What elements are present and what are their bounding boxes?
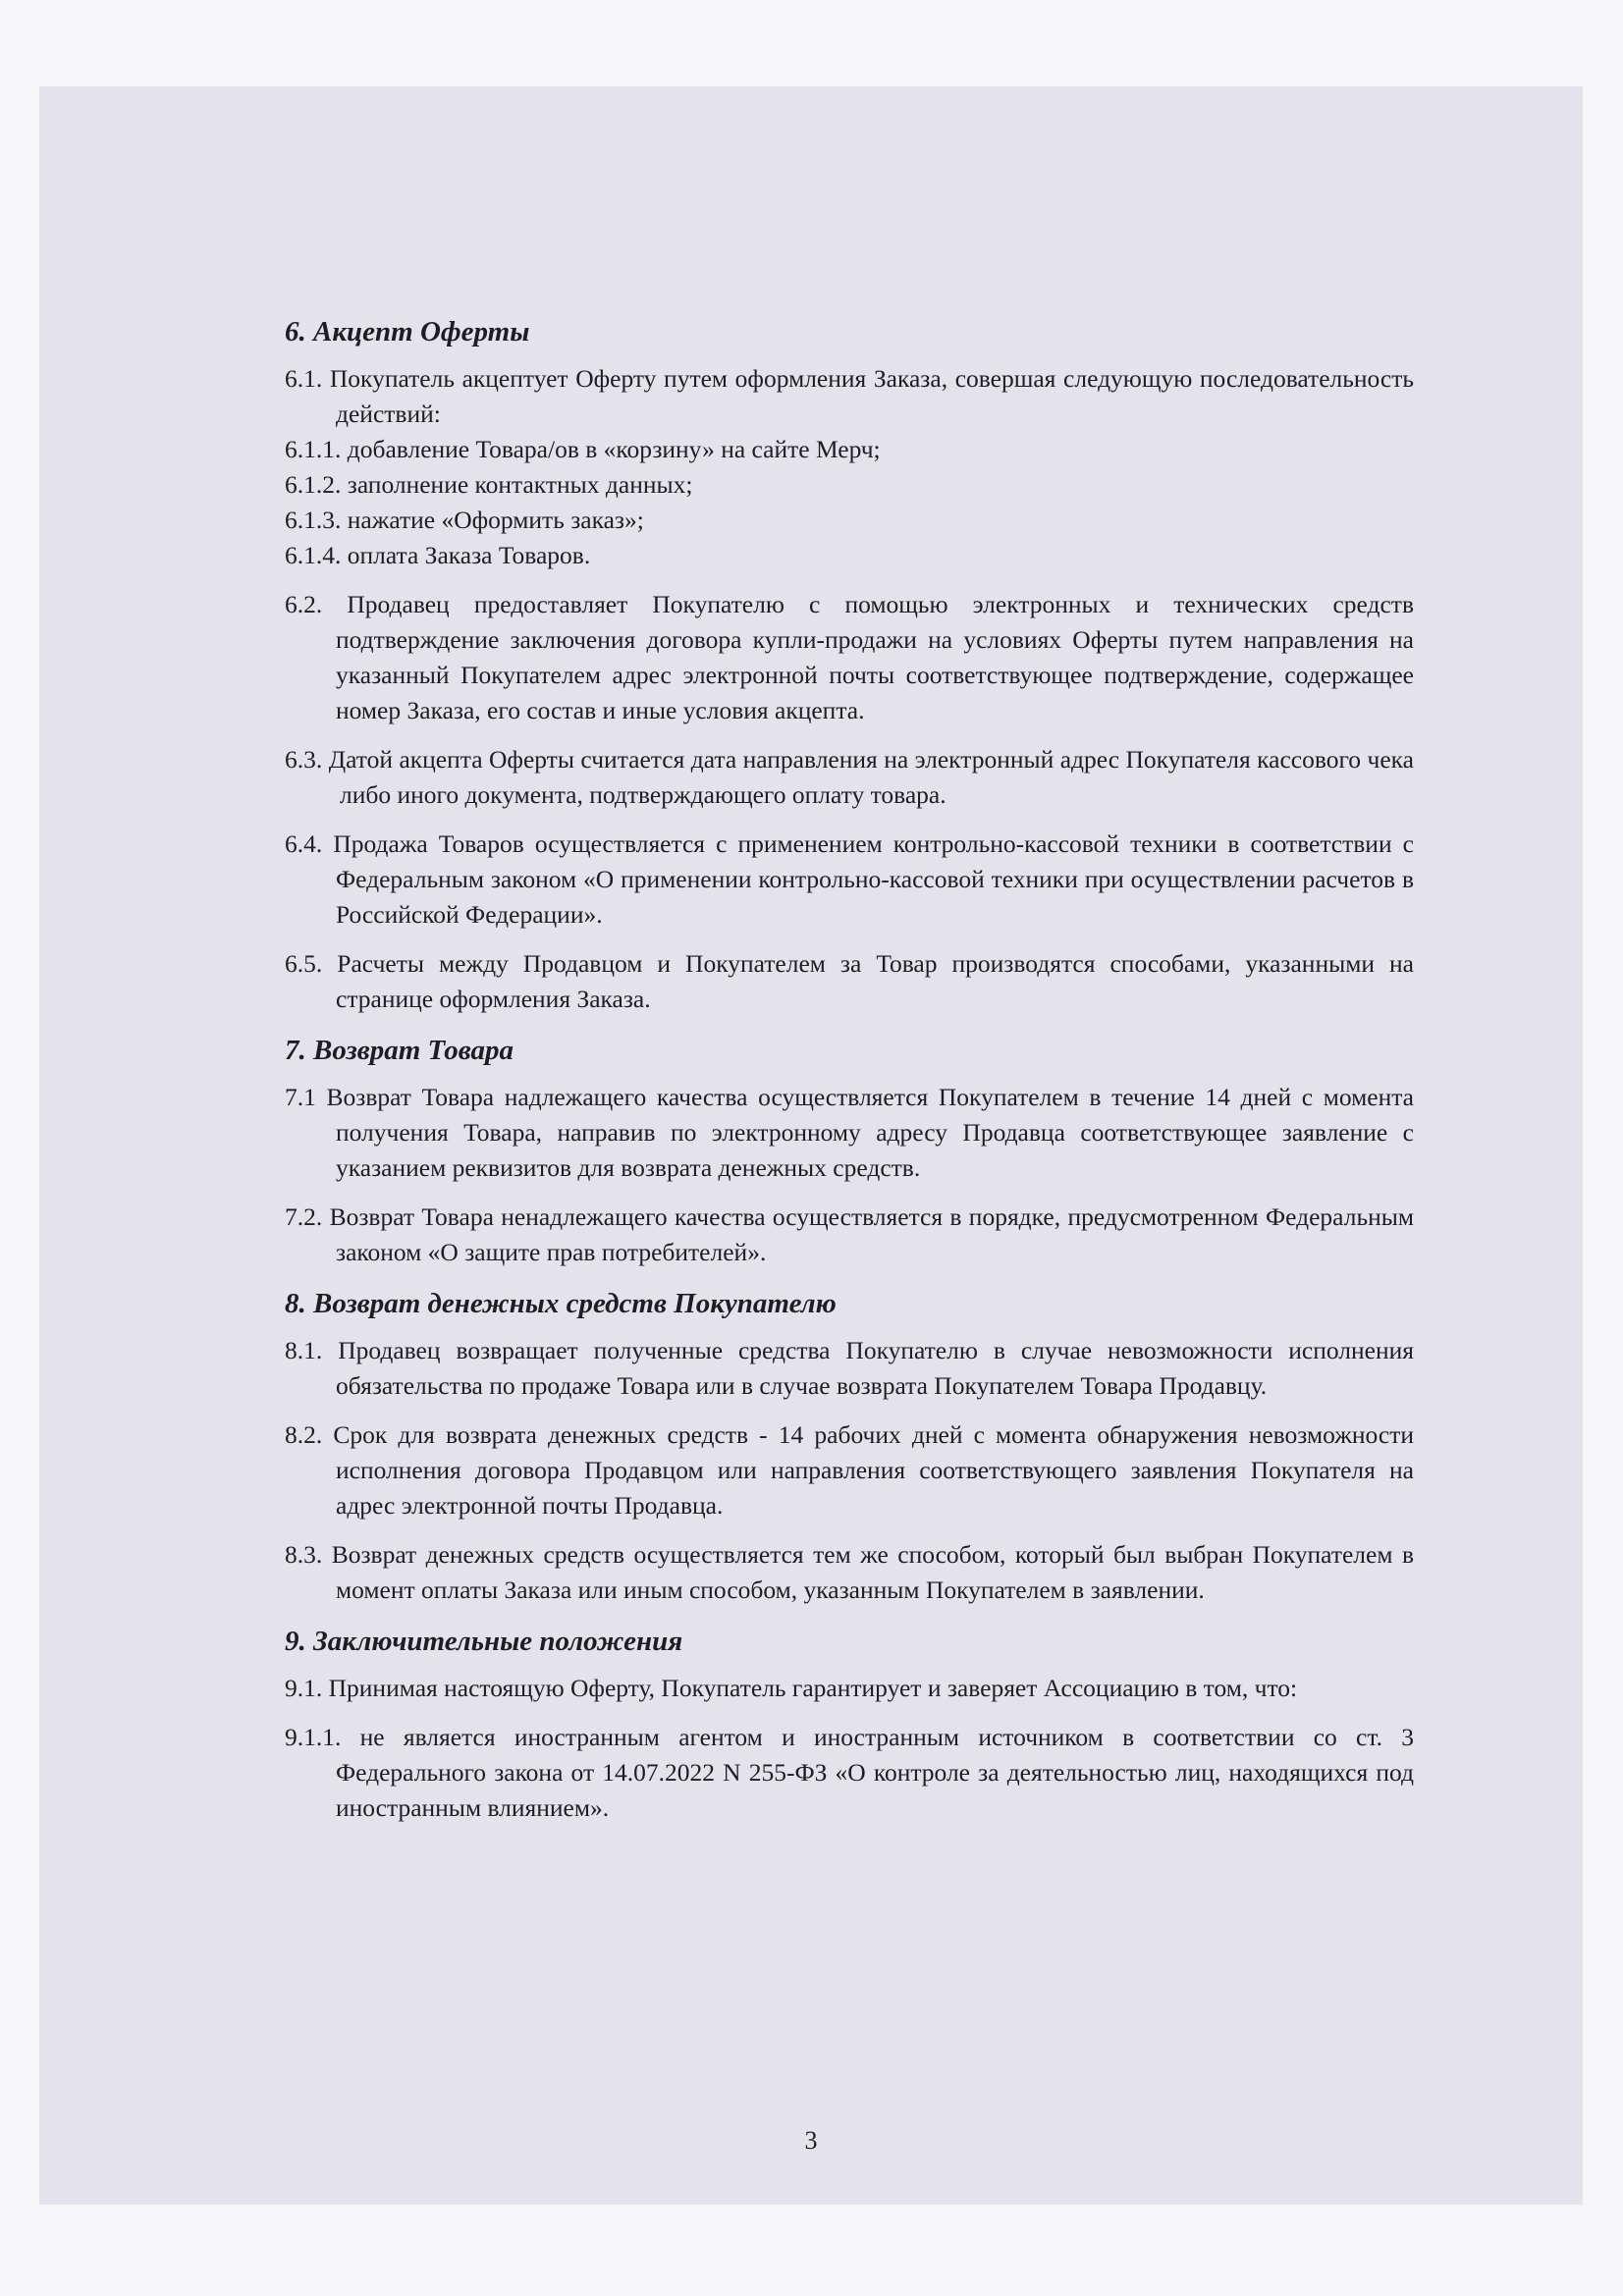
clause-8-2: 8.2. Срок для возврата денежных средств - 14 рабочих дней с момента обнаружения невозможности исполнения договора Продавцом или направления соответствующего заявления Покупателя на адрес электронной почты Продавца.	[285, 1420, 1414, 1520]
clause-6-1-2: 6.1.2. заполнение контактных данных;	[285, 470, 693, 499]
clause-6-1-1: 6.1.1. добавление Товара/ов в «корзину» на сайте Мерч;	[285, 435, 881, 463]
clause-9-1-1: 9.1.1. не является иностранным агентом и иностранным источником в соответствии со ст. 3 Федерального закона от 14.07.2022 N 255-ФЗ «О контроле за деятельностью лиц, находящихся под иностранным влиянием».	[285, 1723, 1414, 1822]
clause-8-1: 8.1. Продавец возвращает полученные средства Покупателю в случае невозможности исполнения обязательства по продаже Товара или в случае возврата Покупателем Товара Продавцу.	[285, 1336, 1414, 1400]
clause-6-2: 6.2. Продавец предоставляет Покупателю с помощью электронных и технических средств подтверждение заключения договора купли-продажи на условиях Оферты путем направления на указанный Покупателем адрес электронной почты соответствующее подтверждение, содержащее номер Заказа, его состав и иные условия акцепта.	[285, 590, 1414, 724]
section-6-heading: 6. Акцепт Оферты	[285, 316, 530, 347]
clause-6-1-3: 6.1.3. нажатие «Оформить заказ»;	[285, 506, 644, 534]
clause-6-1-4: 6.1.4. оплата Заказа Товаров.	[285, 541, 591, 569]
scanned-page	[39, 86, 1583, 2205]
clause-7-2: 7.2. Возврат Товара ненадлежащего качества осуществляется в порядке, предусмотренном Федеральным законом «О защите прав потребителей».	[285, 1202, 1414, 1266]
clause-6-4: 6.4. Продажа Товаров осуществляется с применением контрольно-кассовой техники в соответствии с Федеральным законом «О применении контрольно-кассовой техники при осуществлении расчетов в Российской Федерации».	[285, 829, 1414, 929]
clause-8-3: 8.3. Возврат денежных средств осуществляется тем же способом, который был выбран Покупателем в момент оплаты Заказа или иным способом, указанным Покупателем в заявлении.	[285, 1540, 1414, 1604]
document-body	[285, 312, 1414, 1840]
clause-6-1: 6.1. Покупатель акцептует Оферту путем оформления Заказа, совершая следующую последовательность действий:	[285, 364, 1414, 428]
section-8-heading: 8. Возврат денежных средств Покупателю	[285, 1288, 837, 1319]
page-number: 3	[804, 2126, 818, 2155]
clause-7-1: 7.1 Возврат Товара надлежащего качества осуществляется Покупателем в течение 14 дней с момента получения Товара, направив по электронному адресу Продавца соответствующее заявление с указанием реквизитов для возврата денежных средств.	[285, 1083, 1414, 1182]
section-7-heading: 7. Возврат Товара	[285, 1035, 514, 1066]
clause-6-5: 6.5. Расчеты между Продавцом и Покупателем за Товар производятся способами, указанными на странице оформления Заказа.	[285, 949, 1414, 1013]
clause-9-1: 9.1. Принимая настоящую Оферту, Покупатель гарантирует и заверяет Ассоциацию в том, что:	[285, 1674, 1298, 1702]
clause-6-3: 6.3. Датой акцепта Оферты считается дата направления на электронный адрес Покупателя кассового чека либо иного документа, подтверждающего оплату товара.	[285, 745, 1414, 809]
section-9-heading: 9. Заключительные положения	[285, 1626, 683, 1657]
